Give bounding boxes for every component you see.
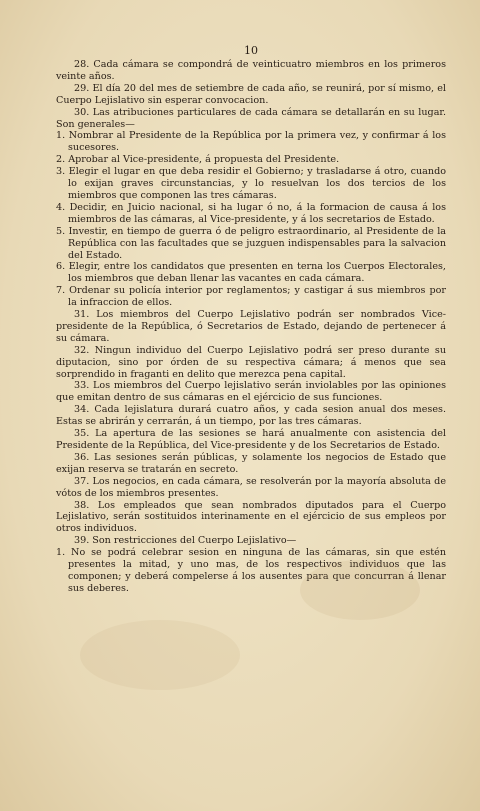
article-32: 32. Ningun individuo del Cuerpo Lejislativo podrá ser preso durante su diputacion, sino por órden de su respectiva cámara; á menos que sea sorprendido in fraganti en delito que merezca pena capital. (56, 344, 446, 380)
article-34: 34. Cada lejislatura durará cuatro años, y cada sesion anual dos meses. Estas se abrirán y cerrarán, á un tiempo, por las tres cámaras. (56, 404, 446, 428)
article-37: 37. Los negocios, en cada cámara, se resolverán por la mayoría absoluta de vótos de los miembros presentes. (56, 475, 446, 499)
article-38: 38. Los empleados que sean nombrados diputados para el Cuerpo Lejislativo, serán sostituidos interinamente en el ejércicio de sus empleos por otros individuos. (56, 499, 446, 535)
article-33: 33. Los miembros del Cuerpo lejislativo serán inviolables por las opiniones que emitan dentro de sus cámaras en el ejércicio de sus funciones. (56, 380, 446, 404)
clause-7: 7. Ordenar su policía interior por reglamentos; y castigar á sus miembros por la infraccion de ellos. (56, 285, 446, 309)
page-number: 10 (244, 44, 258, 57)
clause-1: 1. Nombrar al Presidente de la República por la primera vez, y confirmar á los sucesores. (56, 130, 446, 154)
article-39: 39. Son restricciones del Cuerpo Lejislativo— (74, 535, 297, 547)
clause-3: 3. Elegir el lugar en que deba residir el Gobierno; y trasladarse á otro, cuando lo exijan graves circunstancias, y lo resuelvan los dos tercios de los miembros que componen las tres cámaras. (56, 166, 446, 201)
article-35: 35. La apertura de las sesiones se hará anualmente con asistencia del Presidente de la República, del Vice-presidente y de los Secretarios de Estado. (56, 428, 446, 451)
clause-4: 4. Decidir, en Juicio nacional, si ha lugar ó no, á la formacion de causa á los miembros de las cámaras, al Vice-presidente, y á los secretarios de Estado. (56, 201, 446, 225)
clause-6: 6. Elegir, entre los candidatos que presenten en terna los Cuerpos Electorales, los miembros que deban llenar las vacantes en cada cámara. (56, 261, 446, 285)
article-30: 30. Las atribuciones particulares de cada cámara se detallarán en su lugar. Son generales— (56, 106, 446, 130)
article-36: 36. Las sesiones serán públicas, y solamente los negocios de Estado que exijan reserva se tratarán en secreto. (56, 451, 446, 475)
article-28: 28. Cada cámara se compondrá de veinticuatro miembros en los primeros veinte años. (56, 59, 446, 82)
clause-5: 5. Investir, en tiempo de guerra ó de peligro estraordinario, al Presidente de la República con las facultades que se juzguen indispensables para la salvacion del Estado. (56, 225, 446, 261)
article-31: 31. Los miembros del Cuerpo Lejislativo podrán ser nombrados Vice-presidente de la República, ó Secretarios de Estado, dejando de pertenecer á su cámara. (56, 309, 446, 344)
restriction-1: 1. No se podrá celebrar sesion en ninguna de las cámaras, sin que estén presentes la mitad, y uno mas, de los respectivos individuos que las componen; y deberá compelerse á los ausentes para que concurran á llenar sus deberes. (56, 547, 446, 594)
article-29: 29. El día 20 del mes de setiembre de cada año, se reunirá, por sí mismo, el Cuerpo Lejislativo sin esperar convocacion. (56, 82, 446, 106)
document-body (56, 59, 446, 595)
clause-2: 2. Aprobar al Vice-presidente, á propuesta del Presidente. (56, 154, 340, 166)
paper-stain (80, 620, 240, 690)
